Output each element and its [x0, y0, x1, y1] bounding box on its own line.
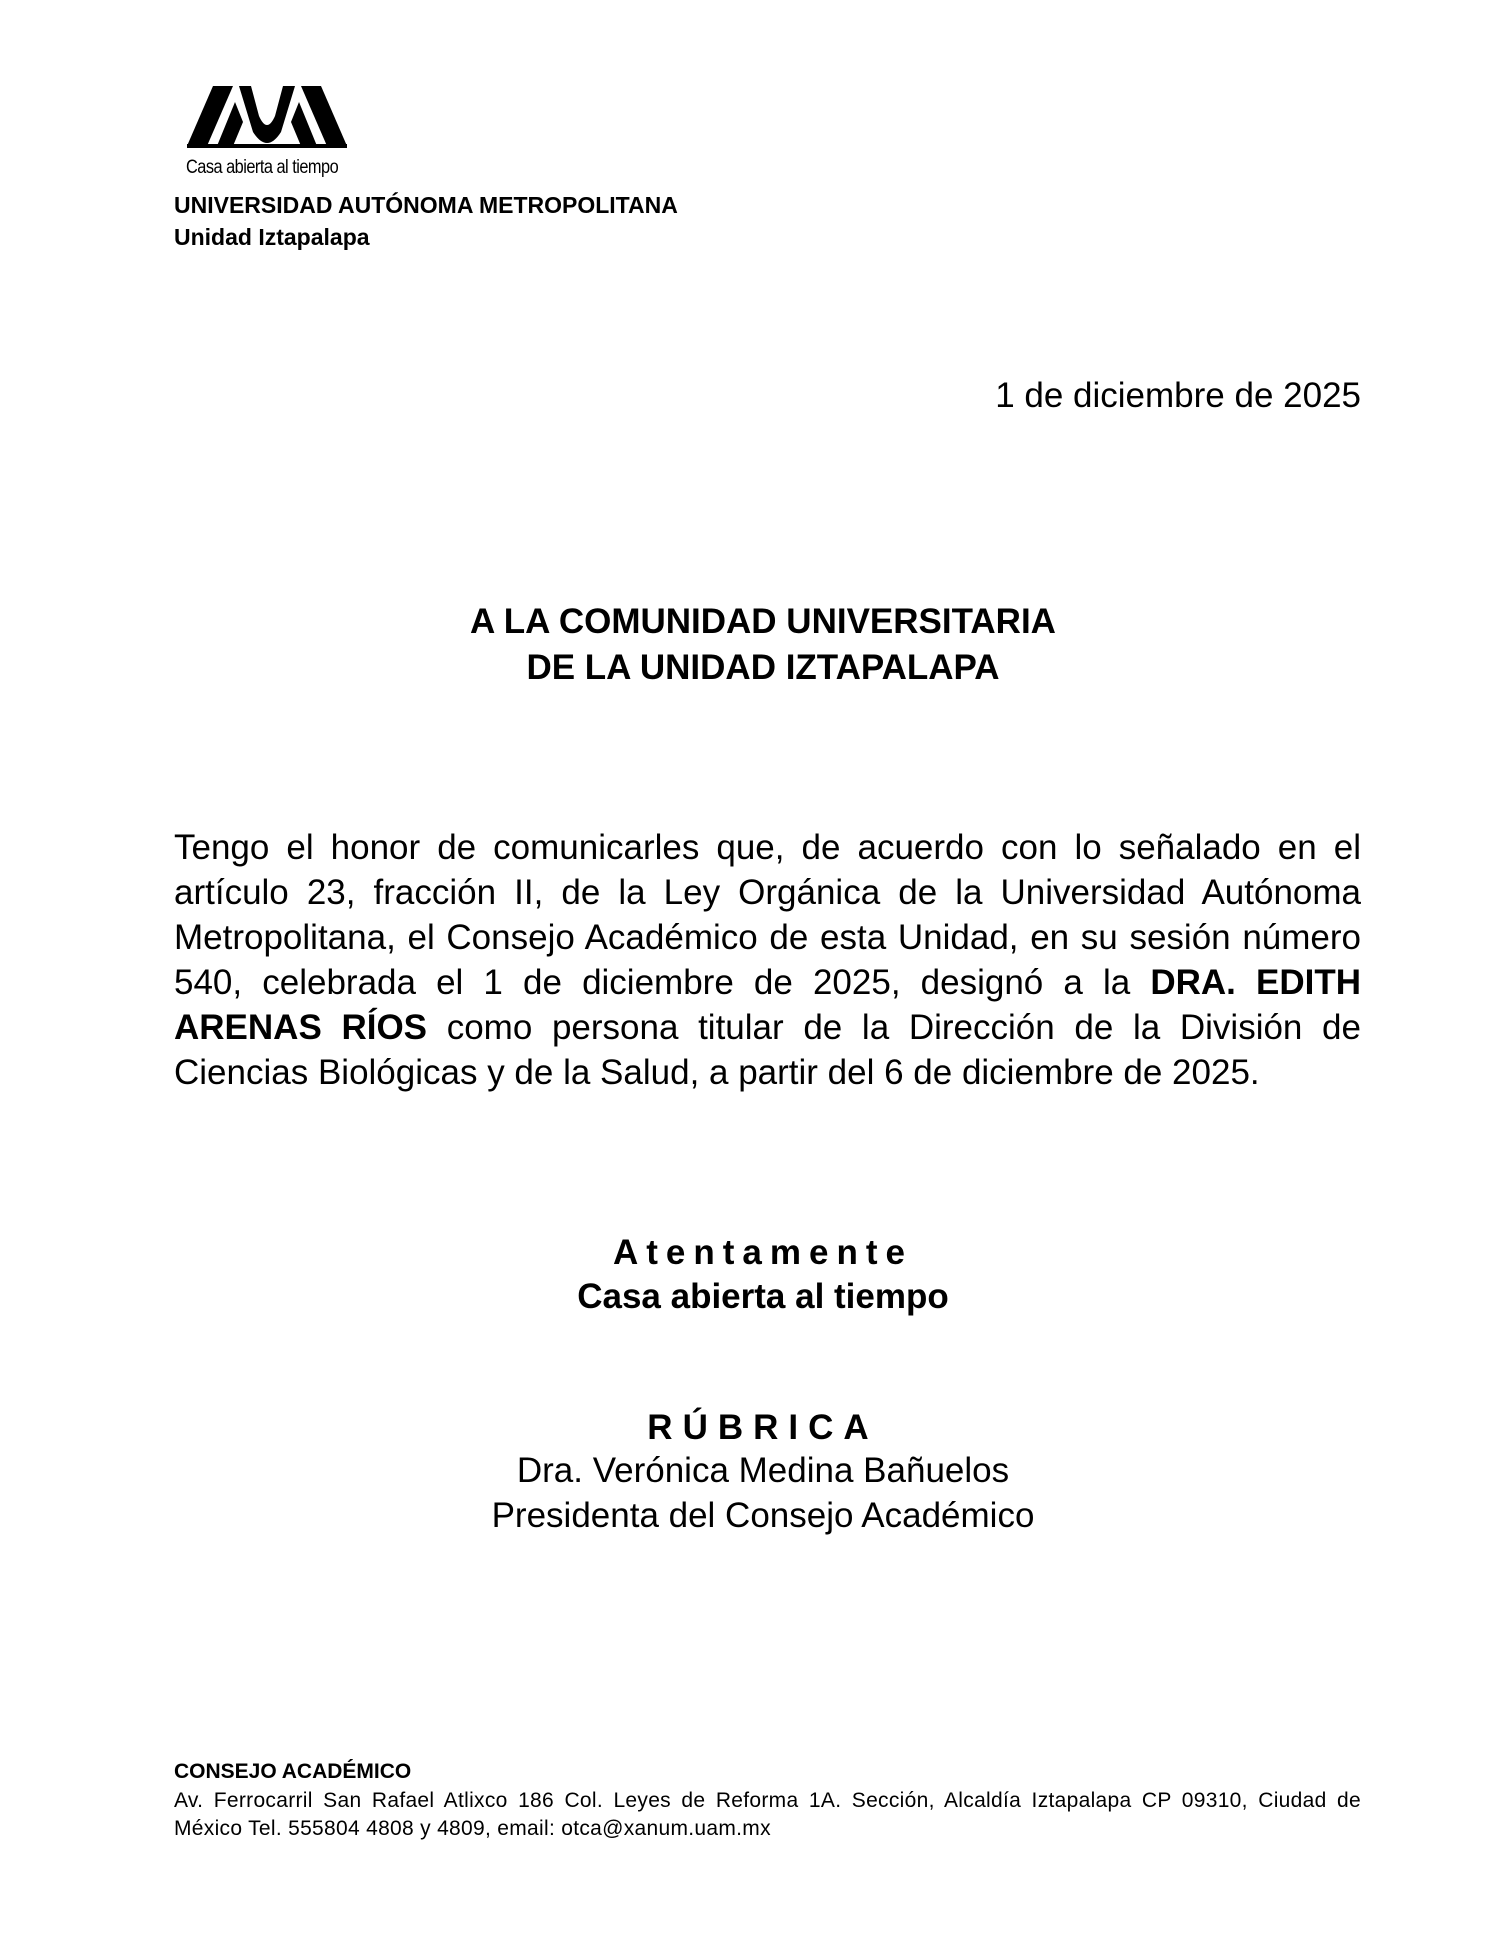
body-text-part-1: Tengo el honor de comunicarles que, de acuerdo con lo señalado en el artículo 23, fracción II, de la Ley Orgánica de la Universidad Autónoma Metropolitana, el Consejo Académico de esta Unidad, en su sesión número 540, celebrada el 1 de diciembre de 2025, designó a la	[174, 828, 1361, 1002]
institution-unit: Unidad Iztapalapa	[174, 224, 370, 250]
signature-label: RÚBRICA	[647, 1408, 879, 1447]
logo-tagline: Casa abierta al tiempo	[186, 157, 339, 178]
footer-address: Av. Ferrocarril San Rafael Atlixco 186 Col. Leyes de Reforma 1A. Sección, Alcaldía Iztapalapa CP 09310, Ciudad de México Tel. 555804 4808 y 4809, email: otca@xanum.uam.mx	[174, 1789, 1361, 1840]
closing-regards: Atentamente	[613, 1233, 913, 1272]
uam-logo-mark	[187, 82, 347, 152]
footer-title: CONSEJO ACADÉMICO	[174, 1760, 412, 1783]
addressee-line-1: A LA COMUNIDAD UNIVERSITARIA	[470, 602, 1056, 641]
designee-name: DRA. EDITH ARENAS RÍOS	[174, 963, 1361, 1047]
signer-role: Presidenta del Consejo Académico	[491, 1496, 1035, 1535]
body-text-part-2: como persona titular de la Dirección de la División de Ciencias Biológicas y de la Salud, a partir del 6 de diciembre de 2025.	[174, 1008, 1361, 1092]
closing-motto: Casa abierta al tiempo	[577, 1277, 949, 1316]
addressee-line-2: DE LA UNIDAD IZTAPALAPA	[526, 648, 1000, 687]
letter-date: 1 de diciembre de 2025	[995, 376, 1361, 415]
signer-name: Dra. Verónica Medina Bañuelos	[516, 1451, 1010, 1490]
institution-name: UNIVERSIDAD AUTÓNOMA METROPOLITANA	[174, 192, 678, 218]
letter-body	[174, 825, 1361, 1095]
